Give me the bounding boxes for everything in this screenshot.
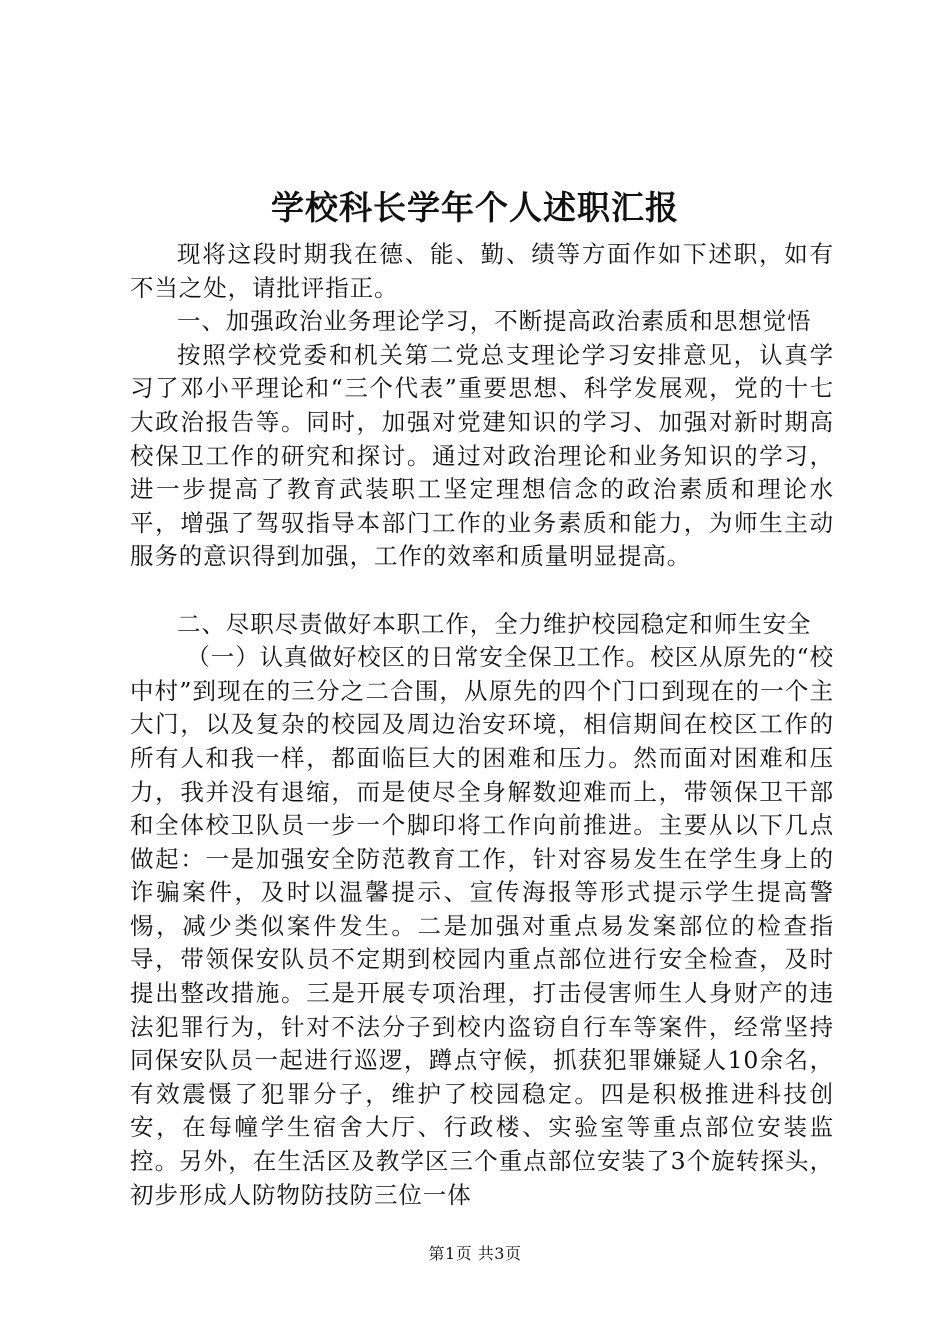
document-body xyxy=(130,238,834,1212)
intro-paragraph: 现将这段时期我在德、能、勤、绩等方面作如下述职，如有不当之处，请批评指正。 xyxy=(130,240,834,302)
section-heading-2: 二、尽职尽责做好本职工作，全力维护校园稳定和师生安全 xyxy=(177,609,812,638)
section-2-paragraph: （一）认真做好校区的日常安全保卫工作。校区从原先的“校中村”到现在的三分之二合围，从原先的四个门口到现在的一个主大门，以及复杂的校园及周边治安环境，相信期间在校区工作的所有人和我一样，都面临巨大的困难和压力。然而面对困难和压力，我并没有退缩，而是使尽全身解数迎难而上，带领保卫干部和全体校卫队员一步一个脚印将工作向前推进。主要从以下几点做起：一是加强安全防范教育工作，针对容易发生在学生身上的诈骗案件，及时以温馨提示、宣传海报等形式提示学生提高警惕，减少类似案件发生。二是加强对重点易发案部位的检查指导，带领保安队员不定期到校园内重点部位进行安全检查，及时提出整改措施。三是开展专项治理，打击侵害师生人身财产的违法犯罪行为，针对不法分子到校内盗窃自行车等案件，经常坚持同保安队员一起进行巡逻，蹲点守候，抓获犯罪嫌疑人10余名，有效震慑了犯罪分子，维护了校园稳定。四是积极推进科技创安，在每幢学生宿舍大厅、行政楼、实验室等重点部位安装监控。另外，在生活区及教学区三个重点部位安装了3个旋转探头，初步形成人防物防技防三位一体 xyxy=(130,643,834,1209)
page-number-footer: 第1页 共3页 xyxy=(428,1244,522,1263)
section-heading-1: 一、加强政治业务理论学习，不断提高政治素质和思想觉悟 xyxy=(177,307,812,336)
section-1-paragraph: 按照学校党委和机关第二党总支理论学习安排意见，认真学习了邓小平理论和“三个代表”重要思想、科学发展观，党的十七大政治报告等。同时，加强对党建知识的学习、加强对新时期高校保卫工作的研究和探讨。通过对政治理论和业务知识的学习，进一步提高了教育武装职工坚定理想信念的政治素质和理论水平，增强了驾驭指导本部门工作的业务素质和能力，为师生主动服务的意识得到加强，工作的效率和质量明显提高。 xyxy=(130,340,834,571)
document-title: 学校科长学年个人述职汇报 xyxy=(271,188,679,227)
